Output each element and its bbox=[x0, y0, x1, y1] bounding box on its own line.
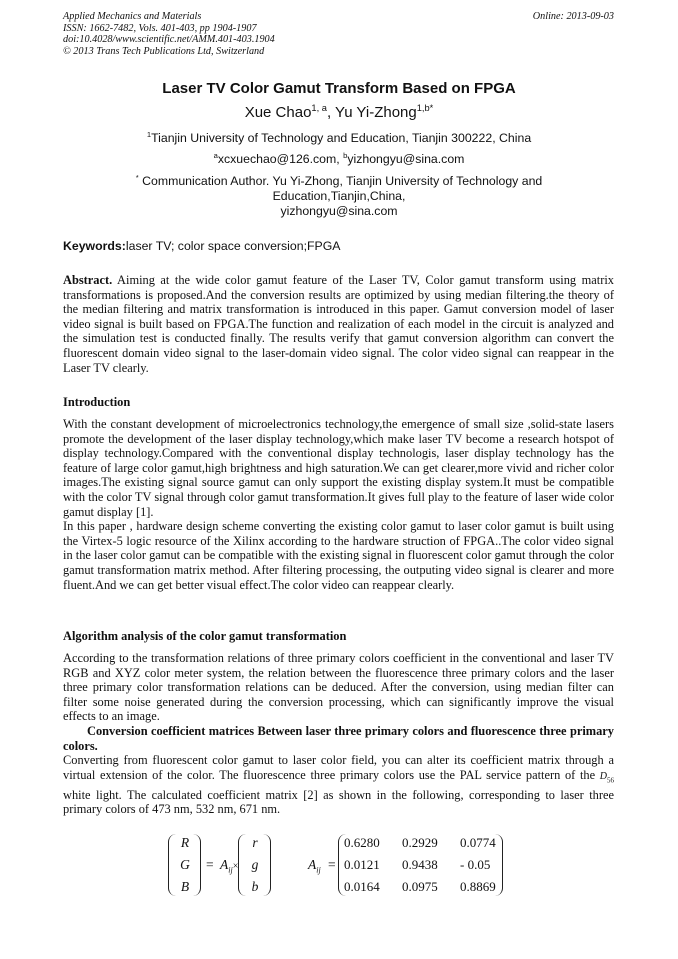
author-emails bbox=[0, 152, 678, 167]
rhs-right-bracket bbox=[262, 834, 271, 896]
email-b-sup: b bbox=[343, 150, 348, 160]
author-1: Xue Chao bbox=[244, 104, 312, 121]
algorithm-paragraph-1: According to the transformation relations of three primary colors coefficient in the conventional and laser TV RGB and XYZ color meter system, the relation between the fluorescence three primary colors and the laser three primary color transformation relations can be deduced. After the conversion, using median filter can filter some noise generated during the conversion processing, which can significantly improve the visual effects to an image. bbox=[63, 651, 614, 724]
rhs-g: g bbox=[251, 857, 259, 872]
affiliation-text: Tianjin University of Technology and Education, Tianjin 300222, China bbox=[151, 131, 532, 145]
gamut-equation bbox=[168, 832, 508, 900]
introduction-paragraph-1: With the constant development of microelectronics technology,the emergence of small size ,solid-state lasers promote the development of the laser display technology,which make laser TV become a research hotspot of display technology.Compared with the conventional display technologis, laser display technology has the feature of large color gamut,high brightness and high saturation.We can get clearer,more vivid and richer color images.The existing signal source gamut can only support the existing display system.It must be compatible with the color TV signal through color gamut transformation.It gives full play to the feature of laser wide color gamut display [1]. bbox=[63, 417, 614, 519]
email-b[interactable]: yizhongyu@sina.com bbox=[347, 152, 465, 166]
rhs-b: b bbox=[251, 879, 259, 894]
a-ij-symbol: $A_{ij}\times$ bbox=[220, 857, 239, 875]
equals-sign-2: = bbox=[328, 857, 336, 872]
a-ij-definition: $A_{ij}$ bbox=[308, 857, 321, 875]
introduction-paragraph-2: In this paper , hardware design scheme converting the existing color gamut to laser color gamut is built using the Virtex-5 logic resource of the Xilinx according to the hardware struction of FPGA..The color video signal in the laser color gamut can be compatible with the existing signal in fluorescent color gamut through the color gamut transformation matrix method. After filtering processing, the outputing video signal is clearer and more fluent.And we can get better visual effect.The color video can reappear clearly. bbox=[63, 519, 614, 592]
algorithm-paragraph-2b: white light. The calculated coefficient matrix [2] as shown in the following, corresponding to laser three primary colors of 473 nm, 532 nm, 671 nm. bbox=[63, 787, 614, 817]
matrix-row-2: 0.0121 0.9438 - 0.05 bbox=[344, 857, 491, 872]
keywords-text: laser TV; color space conversion;FPGA bbox=[125, 239, 341, 253]
email-a-sup: a bbox=[213, 150, 218, 160]
lhs-r: R bbox=[180, 835, 190, 850]
algorithm-body bbox=[63, 651, 614, 817]
keywords-label: Keywords: bbox=[63, 239, 126, 253]
author-line bbox=[0, 104, 678, 121]
paper-title: Laser TV Color Gamut Transform Based on FPGA bbox=[162, 80, 516, 97]
matrix-row-1: 0.6280 0.2929 0.0774 bbox=[344, 835, 496, 850]
lhs-right-bracket bbox=[192, 834, 201, 896]
doi-line[interactable]: doi:10.4028/www.scientific.net/AMM.401-403.1904 bbox=[63, 34, 275, 45]
algorithm-paragraph-2 bbox=[63, 753, 614, 817]
author-2-sup: 1,b* bbox=[416, 103, 434, 113]
author-1-sup: 1, a bbox=[311, 103, 327, 113]
copyright-line: © 2013 Trans Tech Publications Ltd, Switzerland bbox=[63, 45, 265, 57]
abstract-label: Abstract. bbox=[63, 273, 113, 287]
matrix-row-3: 0.0164 0.0975 0.8869 bbox=[344, 879, 496, 894]
correspondence-line-2: Education,Tianjin,China, bbox=[272, 189, 406, 203]
d56-subscript: 56 bbox=[607, 776, 614, 785]
affiliation-sup: 1 bbox=[146, 129, 152, 139]
author-separator: , bbox=[326, 104, 336, 121]
author-2: Yu Yi-Zhong bbox=[335, 104, 417, 121]
journal-name: Applied Mechanics and Materials bbox=[63, 11, 202, 22]
correspondence-block bbox=[0, 174, 678, 219]
keywords bbox=[63, 239, 340, 253]
rhs-r: r bbox=[252, 835, 258, 850]
email-a[interactable]: xcxuechao@126.com, bbox=[217, 152, 344, 166]
algorithm-paragraph-2a: Converting from fluorescent color gamut to laser color field, you can alter its coefficient matrix through a virtual extension of the color. The fluorescence three primary colors use the PAL service pattern of the bbox=[63, 753, 614, 782]
correspondence-sup: * bbox=[135, 172, 139, 182]
lhs-b: B bbox=[180, 879, 190, 894]
affiliation bbox=[0, 131, 678, 146]
abstract bbox=[63, 273, 614, 375]
conversion-subheading: Conversion coefficient matrices Between laser three primary colors and fluorescence three primary colors. bbox=[63, 723, 614, 753]
equals-sign-1: = bbox=[206, 857, 214, 872]
correspondence-email[interactable]: yizhongyu@sina.com bbox=[280, 204, 398, 218]
correspondence-line-1: Communication Author. Yu Yi-Zhong, Tianjin University of Technology and bbox=[138, 174, 543, 188]
algorithm-heading: Algorithm analysis of the color gamut transformation bbox=[63, 629, 347, 643]
online-date: Online: 2013-09-03 bbox=[532, 11, 614, 22]
introduction-heading: Introduction bbox=[63, 395, 131, 409]
coefficient-matrix bbox=[344, 832, 504, 898]
issn-line: ISSN: 1662-7482, Vols. 401-403, pp 1904-1907 bbox=[63, 22, 257, 34]
journal-header bbox=[63, 11, 614, 57]
d56-symbol: D bbox=[599, 770, 607, 782]
lhs-g: G bbox=[180, 857, 190, 872]
abstract-text: Aiming at the wide color gamut feature of the Laser TV, Color gamut transform using matrix transformations is proposed.And the conversion results are optimized by using median filtering.the theory of the median filtering and matrix transformation is introduced in this paper. Gamut conversion model of laser video signal is built based on FPGA.The function and realization of each model in the circuit is analyzed and the simulation test is conducted finally. The results verify that gamut conversion algorithm can convert the fluorescent domain video signal to the laser-domain video signal. The color video signal can reappear in the Laser TV clearly. bbox=[63, 273, 614, 375]
matrix-right-bracket bbox=[494, 834, 503, 896]
introduction-body bbox=[63, 417, 614, 592]
